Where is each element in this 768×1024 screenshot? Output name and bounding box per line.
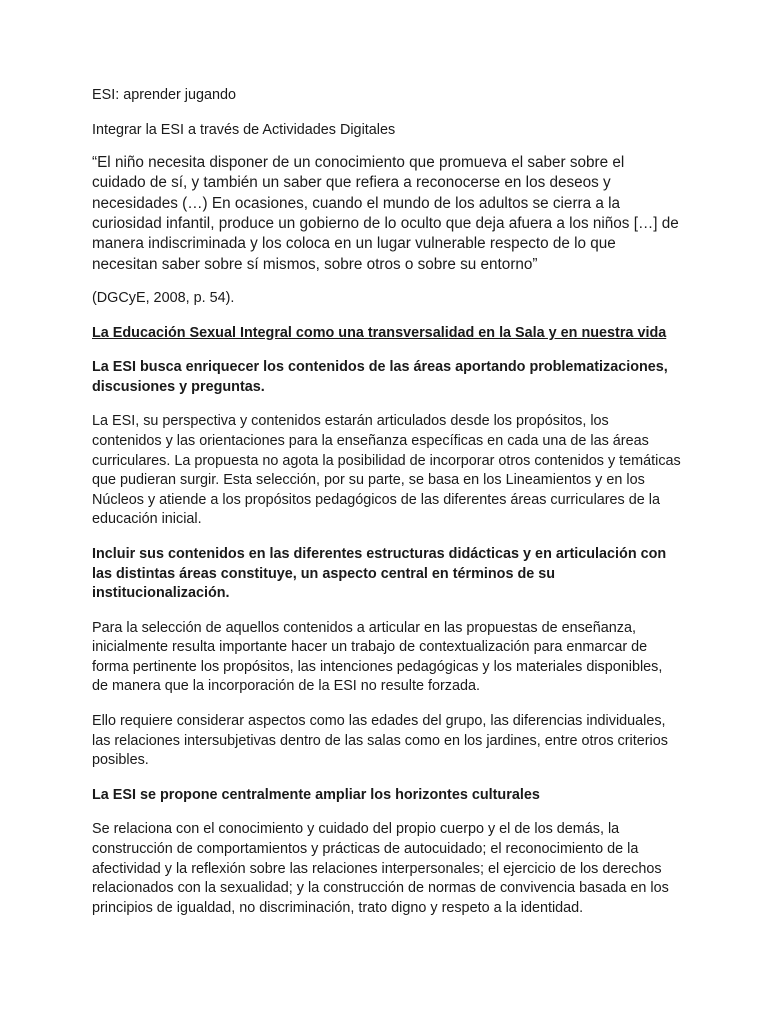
document-title: ESI: aprender jugando bbox=[92, 87, 237, 103]
document-body bbox=[92, 86, 682, 933]
document-subtitle: Integrar la ESI a través de Actividades Digitales bbox=[92, 121, 396, 138]
citation: (DGCyE, 2008, p. 54). bbox=[92, 289, 235, 306]
bold-statement-2: Incluir sus contenidos en las diferentes estructuras didácticas y en articulación con las distintas áreas constituye, un aspecto central en términos de su institucionalización. bbox=[92, 545, 667, 602]
bold-statement-1: La ESI busca enriquecer los contenidos de las áreas aportando problematizaciones, discusiones y preguntas. bbox=[92, 359, 668, 395]
bold-statement-3: La ESI se propone centralmente ampliar los horizontes culturales bbox=[92, 786, 540, 803]
body-paragraph-2: Para la selección de aquellos contenidos a articular en las propuestas de enseñanza, inicialmente resulta importante hacer un trabajo de contextualización para enmarcar de forma pertinente los propósitos, las intenciones pedagógicas y los materiales disponibles, de manera que la incorporación de la ESI no resulte forzada. bbox=[92, 619, 663, 695]
body-paragraph-1: La ESI, su perspectiva y contenidos estarán articulados desde los propósitos, los contenidos y las orientaciones para la enseñanza específicas en cada una de las áreas curriculares. La propuesta no agota la posibilidad de incorporar otros contenidos y temáticas que pudieran surgir. Esta selección, por su parte, se basa en los Lineamientos y en los Núcleos y atiende a los propósitos pedagógicos de las diferentes áreas curriculares de la educación inicial. bbox=[92, 413, 681, 528]
body-paragraph-3: Ello requiere considerar aspectos como las edades del grupo, las diferencias individuales, las relaciones intersubjetivas dentro de las salas como en los jardines, entre otros criterios posibles. bbox=[92, 713, 668, 769]
body-paragraph-4: Se relaciona con el conocimiento y cuidado del propio cuerpo y el de los demás, la construcción de comportamientos y prácticas de autocuidado; el reconocimiento de la afectividad y la reflexión sobre las relaciones interpersonales; el ejercicio de los derechos relacionados con la sexualidad; y la construcción de normas de convivencia basada en los principios de igualdad, no discriminación, trato digno y respeto a la identidad. bbox=[92, 821, 669, 916]
quote-paragraph: “El niño necesita disponer de un conocimiento que promueva el saber sobre el cuidado de sí, y también un saber que refiera a reconocerse en los deseos y necesidades (…) En ocasiones, cuando el mundo de los adultos se cierra a la curiosidad infantil, produce un gobierno de lo oculto que deja afuera a los niños […] de manera indiscriminada y los coloca en un lugar vulnerable respecto de lo que necesitan saber sobre sí mismos, sobre otros o sobre su entorno” bbox=[92, 154, 679, 273]
section-heading: La Educación Sexual Integral como una transversalidad en la Sala y en nuestra vida bbox=[92, 324, 667, 341]
